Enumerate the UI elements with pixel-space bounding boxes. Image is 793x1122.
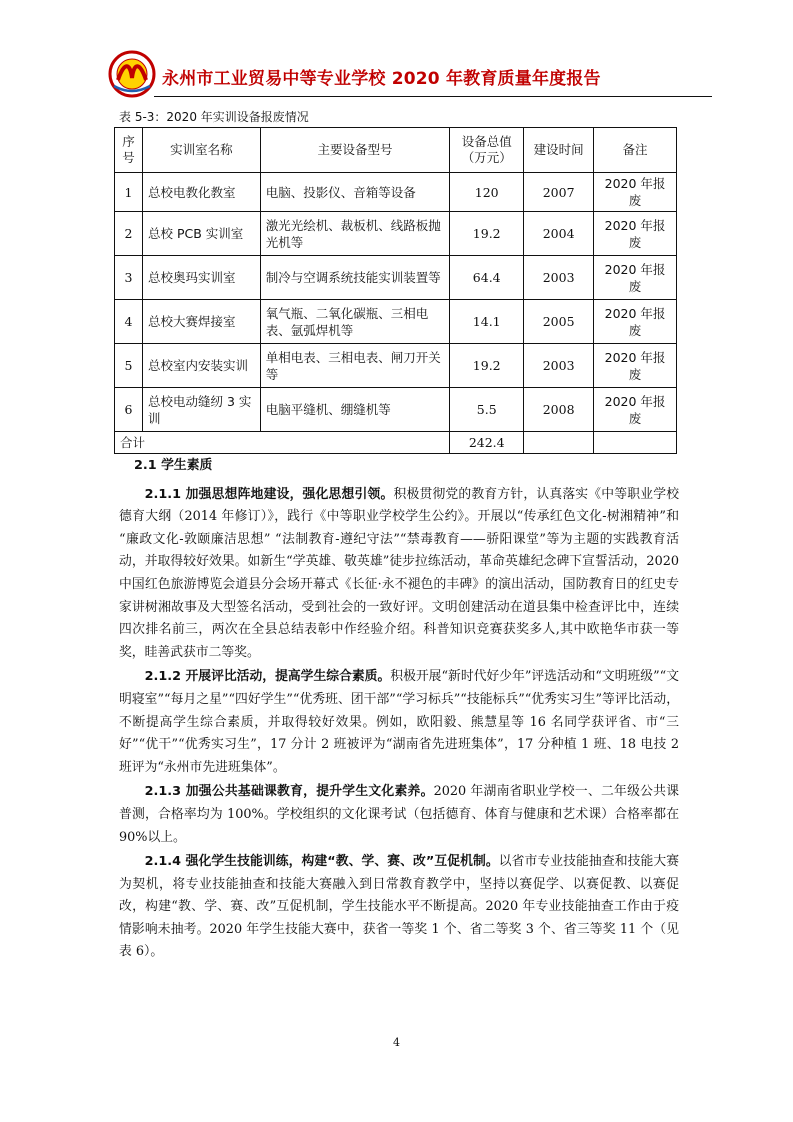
- paragraph-lead: 2.1.3 加强公共基础课教育，提升学生文化素养。: [144, 784, 434, 800]
- row-no: 3: [115, 256, 143, 300]
- row-equipment: 制冷与空调系统技能实训装置等: [260, 256, 450, 300]
- total-empty-note: [594, 432, 677, 454]
- row-value: 64.4: [450, 256, 524, 300]
- row-year: 2004: [524, 212, 594, 256]
- table-row: [115, 388, 677, 432]
- row-no: 2: [115, 212, 143, 256]
- row-equipment: 单相电表、三相电表、闸刀开关等: [260, 344, 450, 388]
- equipment-table: [114, 127, 677, 454]
- row-note: 2020 年报废: [594, 300, 677, 344]
- page-number: 4: [393, 1036, 400, 1049]
- row-value: 14.1: [450, 300, 524, 344]
- row-year: 2003: [524, 256, 594, 300]
- row-value: 19.2: [450, 212, 524, 256]
- school-logo-icon: [106, 50, 158, 98]
- paragraph-lead: 2.1.2 开展评比活动，提高学生综合素质。: [144, 669, 391, 685]
- paragraph-text: 2020 年湖南省职业学校一、二年级公共课普测，合格率均为 100%。学校组织的文化课考试（包括德育、体育与健康和艺术课）合格率都在 90%以上。: [119, 784, 680, 845]
- header-year: 建设时间: [524, 128, 594, 173]
- row-equipment: 氧气瓶、二氧化碳瓶、三相电表、氩弧焊机等: [260, 300, 450, 344]
- paragraph: [119, 781, 679, 849]
- row-no: 4: [115, 300, 143, 344]
- table-row: [115, 300, 677, 344]
- row-room: 总校电动缝纫 3 实训: [142, 388, 260, 432]
- table-caption: 表 5-3：2020 年实训设备报废情况: [119, 110, 309, 124]
- row-equipment: 激光光绘机、裁板机、线路板抛光机等: [260, 212, 450, 256]
- header-equipment: 主要设备型号: [260, 128, 450, 173]
- paragraph-text: 积极开展“新时代好少年”评选活动和“文明班级”“文明寝室”“每月之星”“四好学生”“优秀班、团干部”“学习标兵”“技能标兵”“优秀实习生”等评比活动，不断提高学生综合素质，并取得较好效果。例如，欧阳毅、熊慧星等 16 名同学获评省、市“三好”“优干”“优秀实习生”，17 分计 2 班被评为“湖南省先进班集体”，17 分种植 1 班、18 电技 2 班评为“永州市先进班集体”。: [119, 669, 679, 775]
- row-no: 5: [115, 344, 143, 388]
- header-rule: [154, 96, 712, 97]
- paragraph: [119, 484, 679, 665]
- paragraph-lead: 2.1.4 强化学生技能训练，构建“教、学、赛、改”互促机制。: [144, 854, 499, 870]
- row-room: 总校大赛焊接室: [142, 300, 260, 344]
- total-label: 合计: [115, 432, 450, 454]
- table-total-row: [115, 432, 677, 454]
- row-no: 6: [115, 388, 143, 432]
- row-year: 2005: [524, 300, 594, 344]
- row-value: 5.5: [450, 388, 524, 432]
- table-row: [115, 212, 677, 256]
- section-body: [119, 455, 679, 966]
- header-no: 序号: [115, 128, 143, 173]
- row-value: 120: [450, 173, 524, 212]
- row-equipment: 电脑平缝机、绷缝机等: [260, 388, 450, 432]
- header-title: 永州市工业贸易中等专业学校 2020 年教育质量年度报告: [162, 69, 601, 89]
- row-equipment: 电脑、投影仪、音箱等设备: [260, 173, 450, 212]
- row-note: 2020 年报废: [594, 173, 677, 212]
- row-note: 2020 年报废: [594, 212, 677, 256]
- row-year: 2008: [524, 388, 594, 432]
- table-row: [115, 173, 677, 212]
- row-room: 总校室内安装实训: [142, 344, 260, 388]
- row-year: 2003: [524, 344, 594, 388]
- paragraph-lead: 2.1.1 加强思想阵地建设，强化思想引领。: [144, 486, 394, 502]
- total-empty-year: [524, 432, 594, 454]
- row-note: 2020 年报废: [594, 256, 677, 300]
- paragraph-text: 以省市专业技能抽查和技能大赛为契机，将专业技能抽查和技能大赛融入到日常教育教学中，坚持以赛促学、以赛促教、以赛促改，构建“教、学、赛、改”互促机制，学生技能水平不断提高。2020 年专业技能抽查工作由于疫情影响未抽考。2020 年学生技能大赛中，获省一等奖 1 个、省二等奖 3 个、省三等奖 11 个（见表 6）。: [119, 854, 680, 960]
- paragraph: [119, 666, 679, 779]
- paragraph-text: 积极贯彻党的教育方针，认真落实《中等职业学校德育大纲（2014 年修订）》，践行《中等职业学校学生公约》。开展以“传承红色文化-树湘精神”和 “廉政文化-敦颐廉洁思想” “法制教育-遵纪守法”“禁毒教育——骄阳课堂”等为主题的实践教育活动，并取得较好效果。如新生“学英雄、敬英雄”徒步拉练活动，革命英雄纪念碑下宣誓活动，2020 中国红色旅游博览会道县分会场开幕式《长征·永不褪色的丰碑》的演出活动，国防教育日的红史专家讲树湘故事及大型签名活动，受到社会的一致好评。文明创建活动在道县集中检查评比中，连续四次排名前三，两次在全县总结表彰中作经验介绍。科普知识竞赛获奖多人,其中欧艳华市获一等奖，眭善武获市二等奖。: [119, 486, 680, 660]
- row-room: 总校 PCB 实训室: [142, 212, 260, 256]
- total-value: 242.4: [450, 432, 524, 454]
- row-note: 2020 年报废: [594, 344, 677, 388]
- row-no: 1: [115, 173, 143, 212]
- page-header: [106, 50, 712, 100]
- table-row: [115, 344, 677, 388]
- row-value: 19.2: [450, 344, 524, 388]
- table-row: [115, 256, 677, 300]
- row-room: 总校奥玛实训室: [142, 256, 260, 300]
- row-room: 总校电教化教室: [142, 173, 260, 212]
- header-room: 实训室名称: [142, 128, 260, 173]
- header-value: 设备总值（万元）: [450, 128, 524, 173]
- row-year: 2007: [524, 173, 594, 212]
- header-note: 备注: [594, 128, 677, 173]
- paragraph: [119, 851, 679, 964]
- section-heading: 2.1 学生素质: [134, 458, 213, 473]
- row-note: 2020 年报废: [594, 388, 677, 432]
- table-header-row: [115, 128, 677, 173]
